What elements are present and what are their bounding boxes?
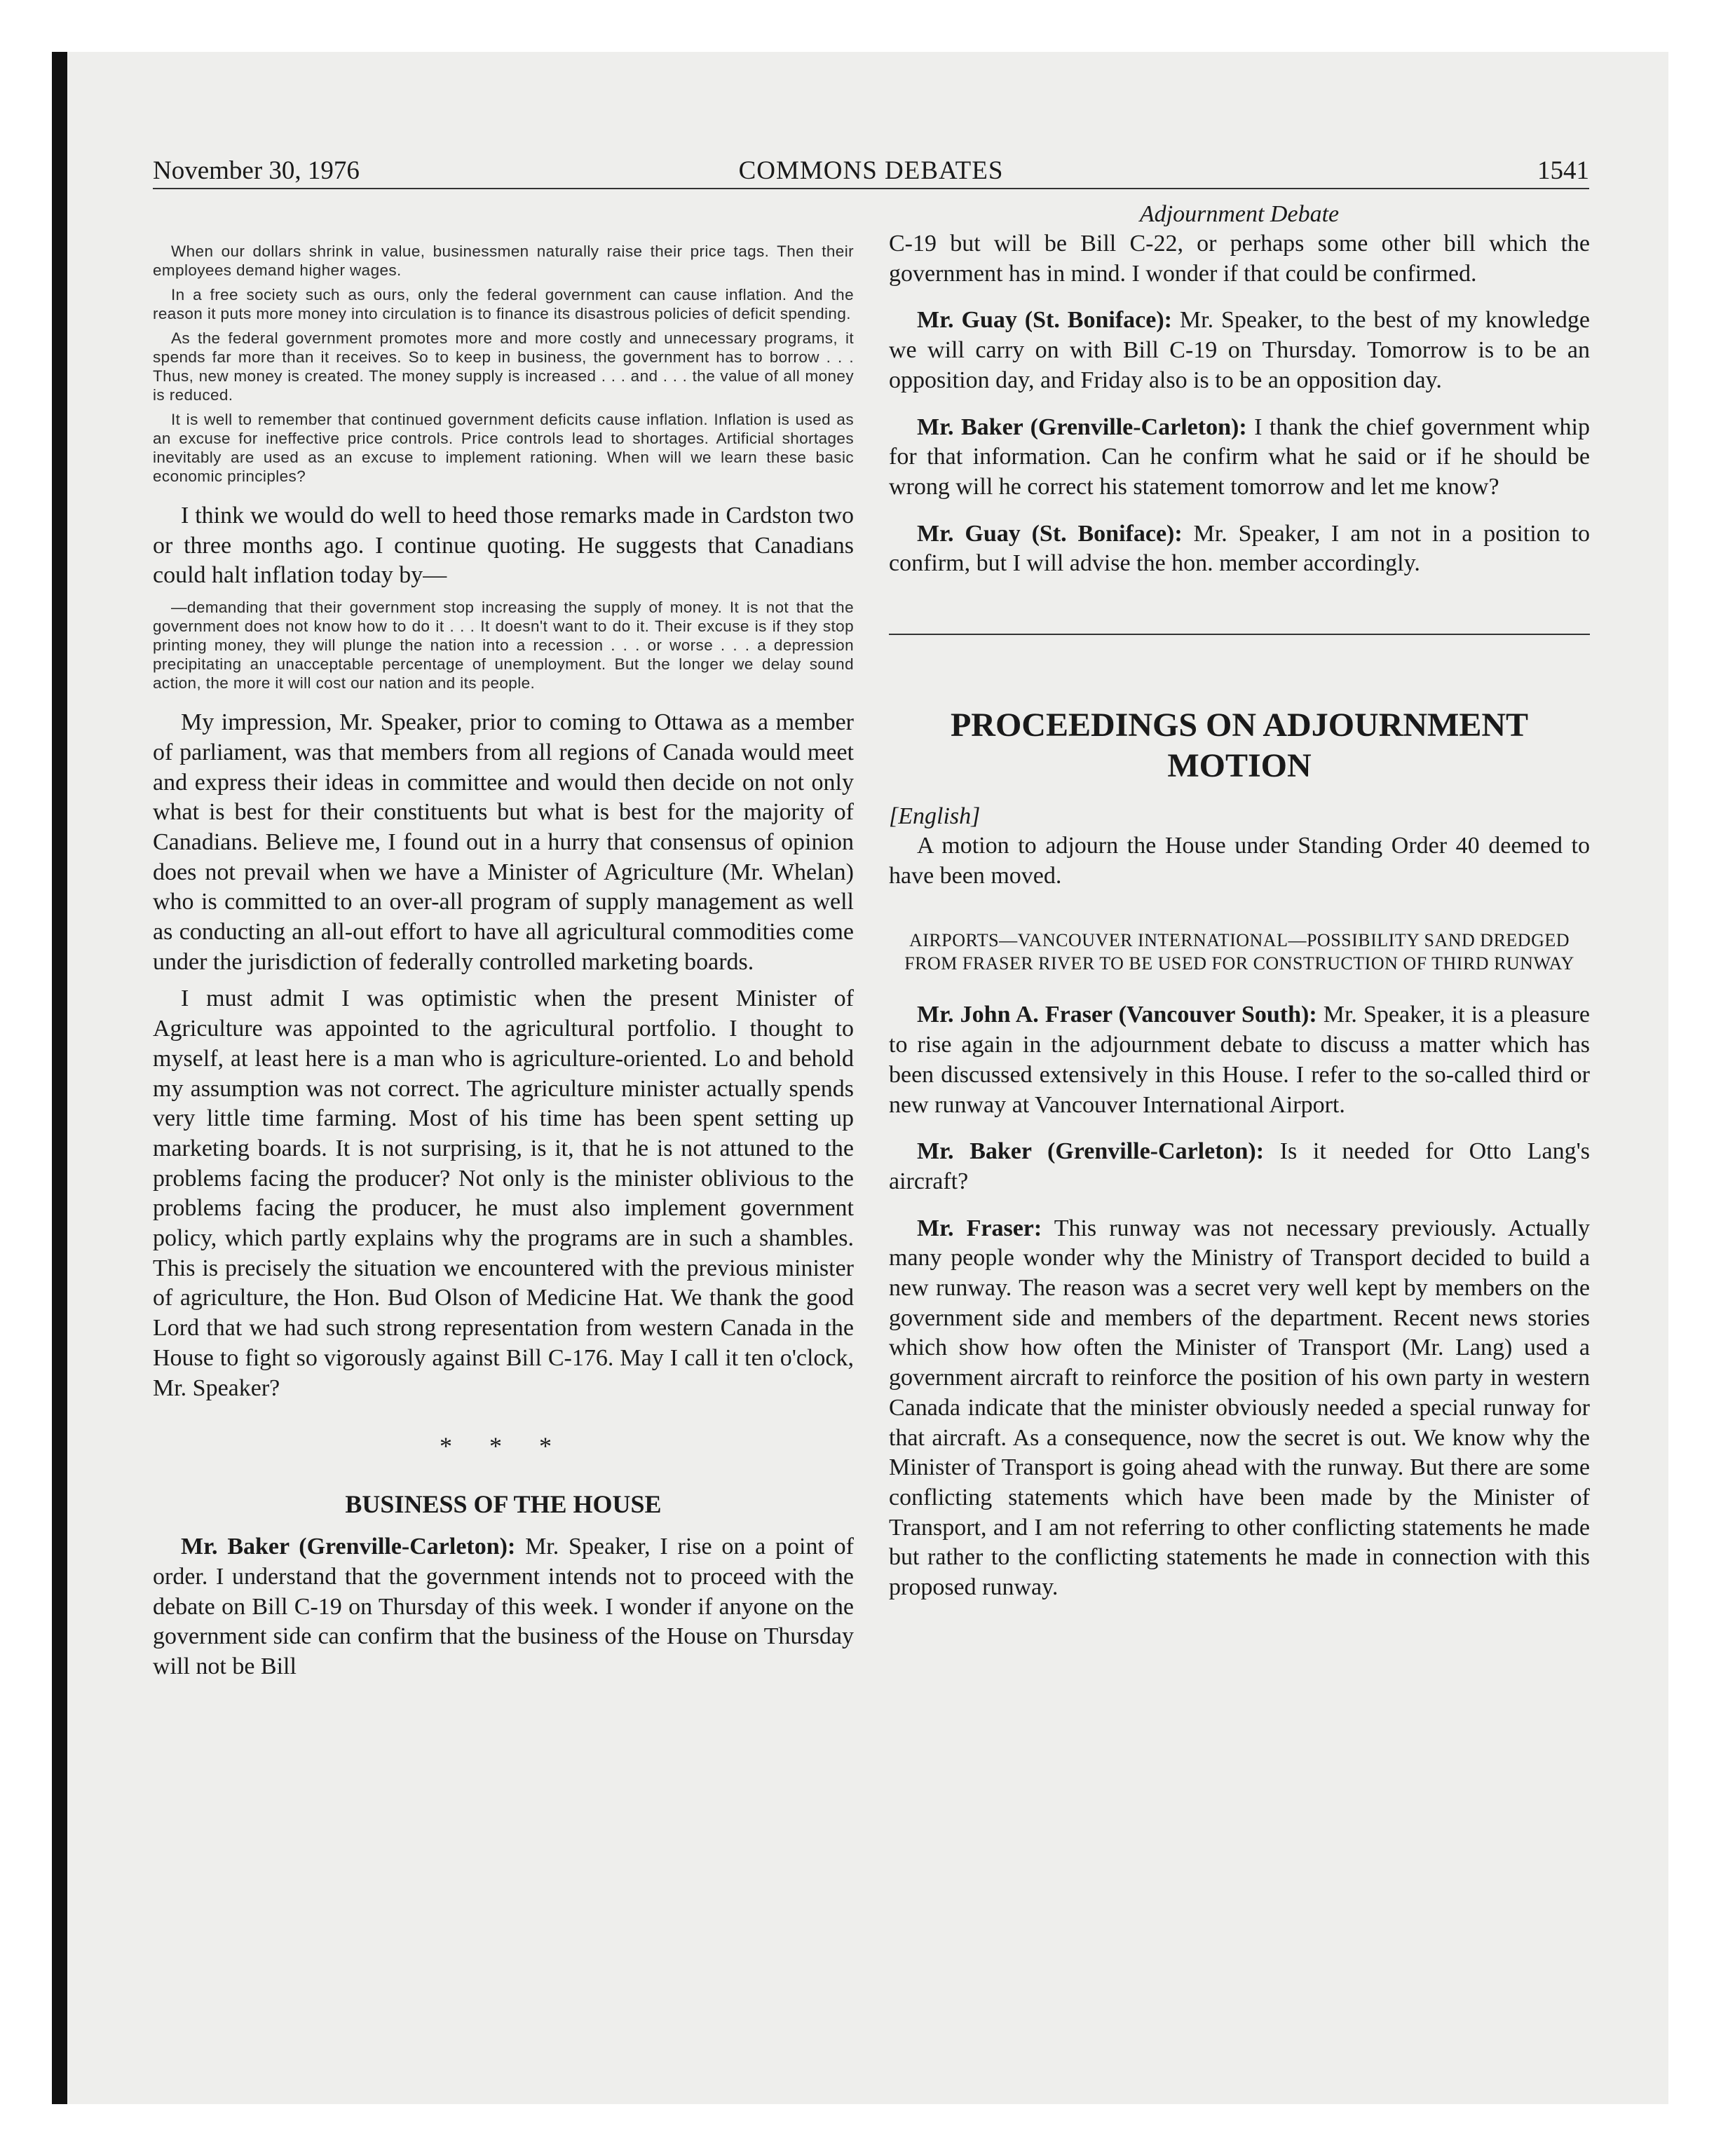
- quote-paragraph: It is well to remember that continued government deficits cause inflation. Inflation is used as an excuse for ineffective price controls. Price controls lead to shortages. Artificial shortages inevitably are used as an excuse to implement rationing. When will we learn these basic economic principles?: [153, 411, 854, 485]
- speaker-name: Mr. Fraser:: [917, 1215, 1042, 1241]
- speaker-name: Mr. Guay (St. Boniface):: [917, 520, 1183, 547]
- scan-edge-bar: [52, 52, 67, 2104]
- speech-text: Mr. Speaker, I am not in a position to confirm, but I will advise the hon. member accordingly.: [889, 520, 1590, 577]
- body-paragraph: I think we would do well to heed those remarks made in Cardston two or three months ago. I continue quoting. He suggests that Canadians could halt inflation today by—: [153, 503, 854, 589]
- speech-paragraph: [889, 413, 1590, 503]
- speech-text: Mr. Speaker, it is a pleasure to rise again in the adjournment debate to discuss a matter which has been discussed extensively in this House. I refer to the so-called third or new runway at Vancouver International Airport.: [889, 1002, 1590, 1118]
- speech-paragraph: [889, 1214, 1590, 1603]
- speech-paragraph: [889, 1000, 1590, 1120]
- speech-text: Mr. Speaker, I rise on a point of order. I understand that the government intends not to proceed with the debate on Bill C-19 on Thursday of this week. I wonder if anyone on the government side can confirm that the business of the House on Thursday will not be Bill: [153, 1534, 854, 1680]
- speaker-name: Mr. Guay (St. Boniface):: [917, 307, 1172, 334]
- header-journal-title: COMMONS DEBATES: [738, 156, 1004, 185]
- quote-block-2: —demanding that their government stop increasing the supply of money. It is not that the government does not know how to do it . . . It doesn't want to do it. Their excuse is if they stop printing money, they will plunge the nation into a recession . . . or worse . . . a depression precipitating an unacceptable percentage of unemployment. But the longer we delay sound action, the more it will cost our nation and its people.: [153, 599, 854, 692]
- speech-text: Is it needed for Otto Lang's aircraft?: [889, 1138, 1590, 1194]
- speech-text: This runway was not necessary previously. Actually many people wonder why the Ministry of Transport decided to build a new runway. The reason was a secret very well kept by members on the government side and members of the department. Recent news stories which show how often the Minister of Transport (Mr. Lang) used a government aircraft to reinforce the position of his own party in western Canada indicate that the minister obviously needed a special runway for that aircraft. As a consequence, now the secret is out. We know why the Minister of Transport is going ahead with the runway. But there are some conflicting statements which have been made by the Minister of Transport, and I am not referring to other conflicting statements he made but rather to the conflicting statements he made in connection with this proposed runway.: [889, 1215, 1591, 1601]
- speech-paragraph: [889, 1137, 1590, 1196]
- quote-paragraph: In a free society such as ours, only the federal government can cause inflation. And the reason it puts more money into circulation is to finance its disastrous policies of deficit spending.: [153, 286, 854, 322]
- language-tag: [English]: [889, 803, 981, 830]
- speech-text: Mr. Speaker, to the best of my knowledge we will carry on with Bill C-19 on Thursday. Tomorrow is to be an opposition day, and Friday also is to be an opposition day.: [889, 307, 1590, 393]
- header-date: November 30, 1976: [153, 156, 360, 185]
- continued-paragraph: C-19 but will be Bill C-22, or perhaps some other bill which the government has in mind. I wonder if that could be confirmed.: [889, 231, 1590, 287]
- debate-subheading: AIRPORTS—VANCOUVER INTERNATIONAL—POSSIBILITY SAND DREDGED FROM FRASER RIVER TO BE USED FOR CONSTRUCTION OF THIRD RUNWAY: [904, 930, 1574, 974]
- quote-block-1: [153, 242, 854, 486]
- proceedings-heading: PROCEEDINGS ON ADJOURNMENT MOTION: [950, 707, 1529, 785]
- quote-paragraph: As the federal government promotes more and more costly and unnecessary programs, it spends far more than it receives. So to keep in business, the government has to borrow . . . Thus, new money is created. The money supply is increased . . . and . . . the value of all money is reduced.: [153, 329, 854, 404]
- speaker-name: Mr. Baker (Grenville-Carleton):: [917, 414, 1247, 440]
- section-separator: * * *: [440, 1432, 567, 1461]
- quote-paragraph: When our dollars shrink in value, businessmen naturally raise their price tags. Then their employees demand higher wages.: [153, 243, 854, 279]
- right-column: [889, 200, 1590, 1603]
- speaker-name: Mr. Baker (Grenville-Carleton):: [181, 1534, 516, 1560]
- page-header: [153, 156, 1589, 189]
- left-column: [153, 200, 854, 1682]
- speech-paragraph: [889, 306, 1590, 395]
- header-page-number: 1541: [1537, 156, 1589, 185]
- body-paragraph: I must admit I was optimistic when the present Minister of Agriculture was appointed to the agricultural portfolio. I thought to myself, at least here is a man who is agriculture-oriented. Lo and behold my assumption was not correct. The agriculture minister actually spends very little time farming. Most of his time has been spent setting up marketing boards. It is not surprising, is it, that he is not attuned to the problems facing the producer? Not only is the minister oblivious to the problems facing the producer, he must also implement government policy, which partly explains why the programs are in such a shambles. This is precisely the situation we encountered with the previous minister of agriculture, the Hon. Bud Olson of Medicine Hat. We thank the good Lord that we had such strong representation from western Canada in the House to fight so vigorously against Bill C-176. May I call it ten o'clock, Mr. Speaker?: [153, 985, 854, 1401]
- speech-paragraph: [889, 519, 1590, 579]
- speech-text: I thank the chief government whip for that information. Can he confirm what he said or if he should be wrong will he correct his statement tomorrow and let me know?: [889, 414, 1590, 500]
- speaker-name: Mr. Baker (Grenville-Carleton):: [917, 1138, 1265, 1165]
- motion-paragraph: A motion to adjourn the House under Standing Order 40 deemed to have been moved.: [889, 833, 1590, 889]
- speech-paragraph: [153, 1532, 854, 1682]
- body-paragraph: My impression, Mr. Speaker, prior to coming to Ottawa as a member of parliament, was that members from all regions of Canada would meet and express their ideas in committee and would then decide on not only what is best for their constituents but what is best for the majority of Canadians. Believe me, I found out in a hurry that consensus of opinion does not prevail when we have a Minister of Agriculture (Mr. Whelan) who is committed to an over-all program of supply management as well as conducting an all-out effort to have all agricultural commodities come under the jurisdiction of federally controlled marketing boards.: [153, 709, 854, 975]
- section-heading: BUSINESS OF THE HOUSE: [345, 1490, 662, 1519]
- speaker-name: Mr. John A. Fraser (Vancouver South):: [917, 1002, 1317, 1028]
- running-head: Adjournment Debate: [1139, 201, 1340, 227]
